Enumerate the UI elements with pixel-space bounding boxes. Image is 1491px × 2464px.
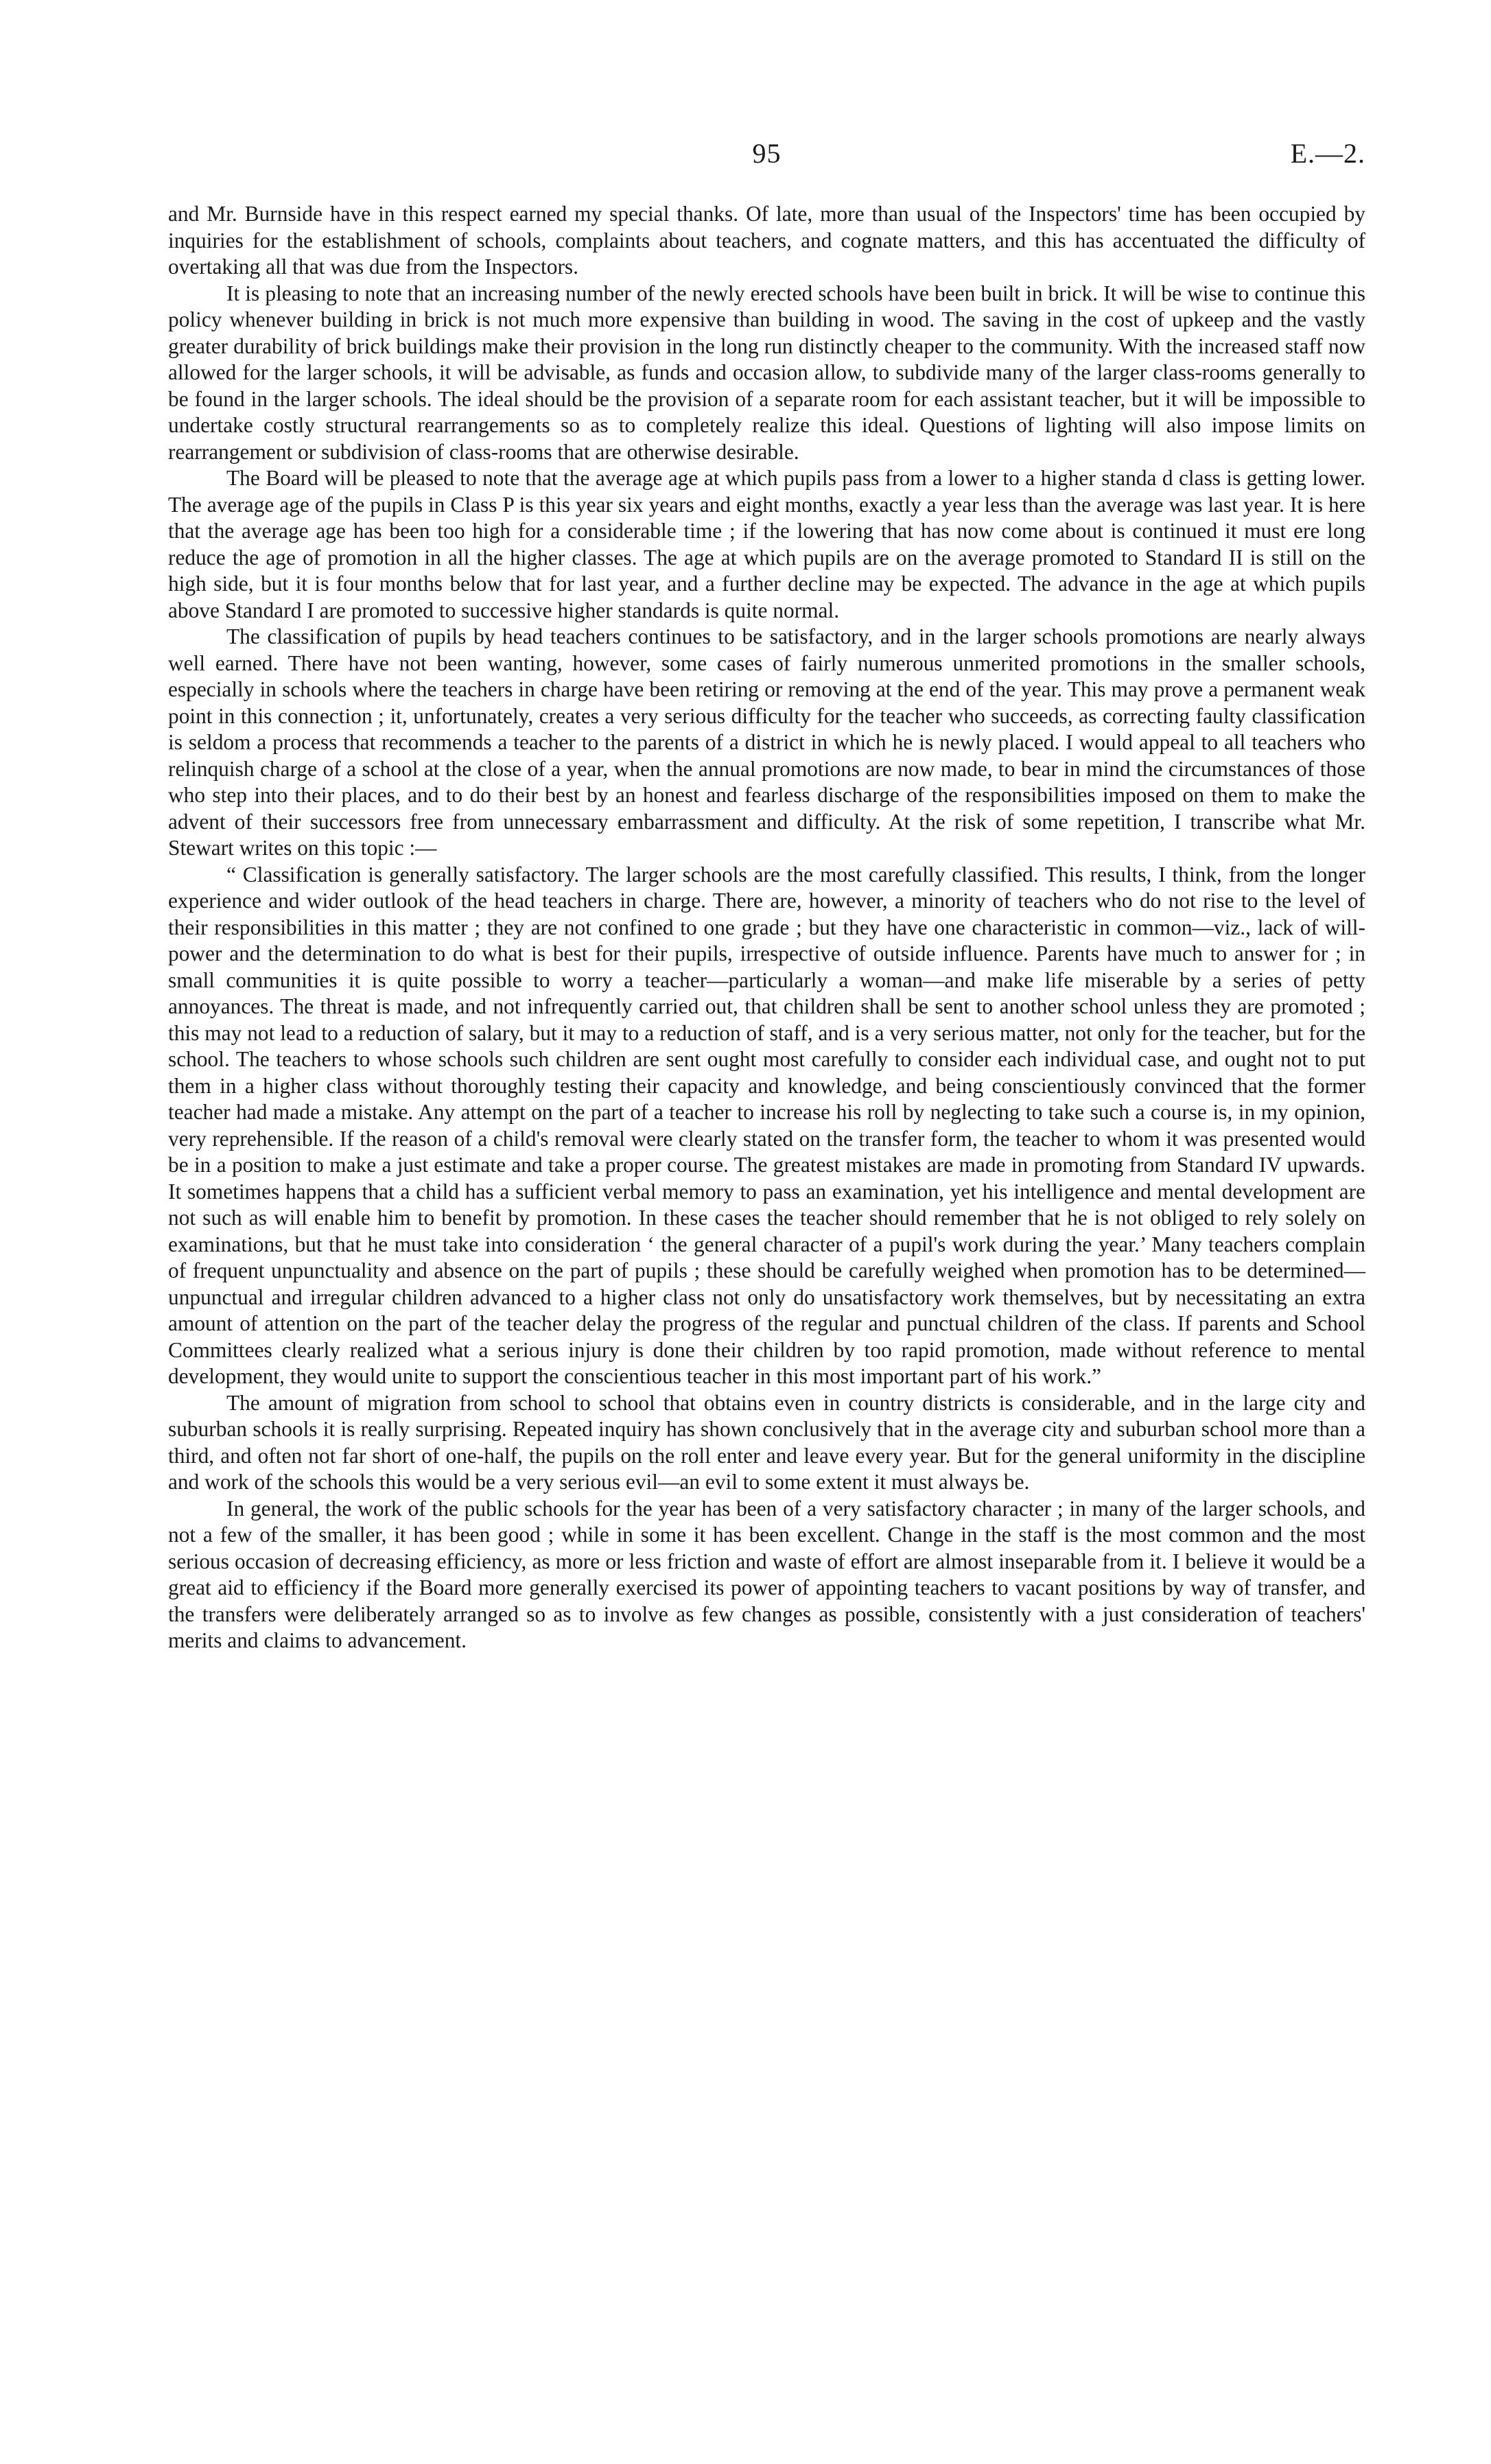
paragraph-stewart-quote: “ Classification is generally satisfactory. The larger schools are the most carefully classified. This results, I think, from the longer experience and wider outlook of the head teachers in charge. There are, however, a minority of teachers who do not rise to the level of their responsibilities in this matter ; they are not confined to one grade ; but they have one characteristic in common—viz., lack of will-power and the determination to do what is best for their pupils, irrespective of outside influence. Parents have much to answer for ; in small communities it is quite possible to worry a teacher—particularly a woman—and make life miserable by a series of petty annoyances. The threat is made, and not infrequently carried out, that children shall be sent to another school unless they are promoted ; this may not lead to a reduction of salary, but it may to a reduction of staff, and is a very serious matter, not only for the teacher, but for the school. The teachers to whose schools such children are sent ought most carefully to consider each individual case, and ought not to put them in a higher class without thoroughly testing their capacity and knowledge, and being conscientiously convinced that the former teacher had made a mistake. Any attempt on the part of a teacher to increase his roll by neglecting to take such a course is, in my opinion, very reprehensible. If the reason of a child's removal were clearly stated on the transfer form, the teacher to whom it was presented would be in a position to make a just estimate and take a proper course. The greatest mistakes are made in promoting from Standard IV upwards. It sometimes happens that a child has a sufficient verbal memory to pass an examination, yet his intelligence and mental development are not such as will enable him to benefit by promotion. In these cases the teacher should remember that he is not obliged to rely solely on examinations, but that he must take into consideration ‘ the general character of a pupil's work during the year.’ Many teachers complain of frequent unpunctuality and absence on the part of pupils ; these should be carefully weighed when promotion has to be determined—unpunctual and irregular children advanced to a higher class not only do unsatisfactory work themselves, but by necessitating an extra amount of attention on the part of the teacher delay the progress of the regular and punctual children of the class. If parents and School Committees clearly realized what a serious injury is done their children by too rapid promotion, made without reference to mental development, they would unite to support the conscientious teacher in this most important part of his work.” — [168, 862, 1365, 1388]
paragraph-classification: The classification of pupils by head teachers continues to be satisfactory, and in the larger schools promotions are nearly always well earned. There have not been wanting, however, some cases of fairly numerous unmerited promotions in the smaller schools, especially in schools where the teachers in charge have been retiring or removing at the end of the year. This may prove a permanent weak point in this connection ; it, unfortunately, creates a very serious difficulty for the teacher who succeeds, as correcting faulty classification is seldom a process that recommends a teacher to the parents of a district in which he is newly placed. I would appeal to all teachers who relinquish charge of a school at the close of a year, when the annual promotions are now made, to bear in mind the circumstances of those who step into their places, and to do their best by an honest and fearless discharge of the responsibilities imposed on them to make the advent of their successors free from unnecessary embarrassment and difficulty. At the risk of some repetition, I transcribe what Mr. Stewart writes on this topic :— — [168, 624, 1365, 860]
paragraph-average-age: The Board will be pleased to note that the average age at which pupils pass from a lower to a higher standa d class is getting lower. The average age of the pupils in Class P is this year six years and eight months, exactly a year less than the average was last year. It is here that the average age has been too high for a considerable time ; if the lowering that has now come about is continued it must ere long reduce the age of promotion in all the higher classes. The age at which pupils are on the average promoted to Standard II is still on the high side, but it is four months below that for last year, and a further decline may be expected. The advance in the age at which pupils above Standard I are promoted to successive higher standards is quite normal. — [168, 466, 1365, 622]
body-text — [168, 201, 1365, 1654]
document-reference: E.—2. — [1290, 138, 1365, 169]
paragraph-general-work: In general, the work of the public schools for the year has been of a very satisfactory character ; in many of the larger schools, and not a few of the smaller, it has been good ; while in some it has been excellent. Change in the staff is the most common and the most serious occasion of decreasing efficiency, as more or less friction and waste of effort are almost inseparable from it. I believe it would be a great aid to efficiency if the Board more generally exercised its power of appointing teachers to vacant positions by way of transfer, and the transfers were deliberately arranged so as to involve as few changes as possible, consistently with a just consideration of teachers' merits and claims to advancement. — [168, 1496, 1365, 1652]
paragraph-continued: and Mr. Burnside have in this respect earned my special thanks. Of late, more than usual of the Inspectors' time has been occupied by inquiries for the establishment of schools, complaints about teachers, and cognate matters, and this has accentuated the difficulty of overtaking all that was due from the Inspectors. — [168, 202, 1365, 279]
paragraph-migration: The amount of migration from school to school that obtains even in country districts is considerable, and in the large city and suburban schools it is really surprising. Repeated inquiry has shown conclusively that in the average city and suburban school more than a third, and often not far short of one-half, the pupils on the roll enter and leave every year. But for the general uniformity in the discipline and work of the schools this would be a very serious evil—an evil to some extent it must always be. — [168, 1390, 1365, 1494]
page-header — [168, 137, 1365, 178]
page-number: 95 — [752, 138, 782, 169]
paragraph-brick-buildings: It is pleasing to note that an increasing number of the newly erected schools have been built in brick. It will be wise to continue this policy whenever building in brick is not much more expensive than building in wood. The saving in the cost of upkeep and the vastly greater durability of brick buildings make their provision in the long run distinctly cheaper to the community. With the increased staff now allowed for the larger schools, it will be advisable, as funds and occasion allow, to subdivide many of the larger class-rooms generally to be found in the larger schools. The ideal should be the provision of a separate room for each assistant teacher, but it will be impossible to undertake costly structural rearrangements so as to completely realize this ideal. Questions of lighting will also impose limits on rearrangement or subdivision of class-rooms that are otherwise desirable. — [168, 281, 1365, 464]
